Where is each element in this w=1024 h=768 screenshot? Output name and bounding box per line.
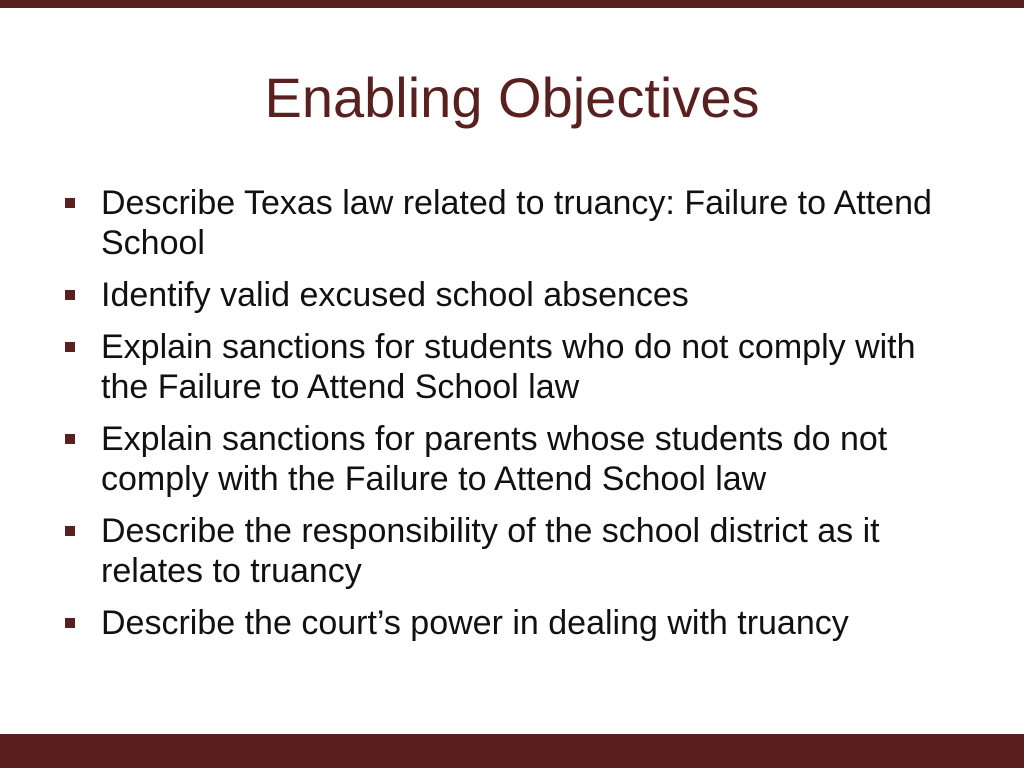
list-item	[0, 603, 1024, 643]
list-item	[0, 183, 1024, 263]
square-bullet-icon	[65, 618, 75, 628]
list-item	[0, 327, 1024, 407]
list-item	[0, 275, 1024, 315]
square-bullet-icon	[65, 290, 75, 300]
list-item	[0, 419, 1024, 499]
bottom-accent-bar	[0, 734, 1024, 768]
list-item	[0, 511, 1024, 591]
list-item-text: Describe Texas law related to truancy: Failure to Attend School	[101, 184, 932, 262]
square-bullet-icon	[65, 434, 75, 444]
list-item-text: Describe the court’s power in dealing with truancy	[101, 604, 849, 642]
slide-title: Enabling Objectives	[264, 66, 760, 129]
square-bullet-icon	[65, 198, 75, 208]
list-item-text: Identify valid excused school absences	[101, 276, 689, 314]
objectives-list	[0, 183, 1024, 655]
list-item-text: Explain sanctions for students who do not comply with the Failure to Attend School law	[101, 328, 916, 406]
list-item-text: Explain sanctions for parents whose students do not comply with the Failure to Attend School law	[101, 420, 888, 498]
top-accent-bar	[0, 0, 1024, 8]
square-bullet-icon	[65, 526, 75, 536]
square-bullet-icon	[65, 342, 75, 352]
list-item-text: Describe the responsibility of the school district as it relates to truancy	[101, 512, 880, 590]
